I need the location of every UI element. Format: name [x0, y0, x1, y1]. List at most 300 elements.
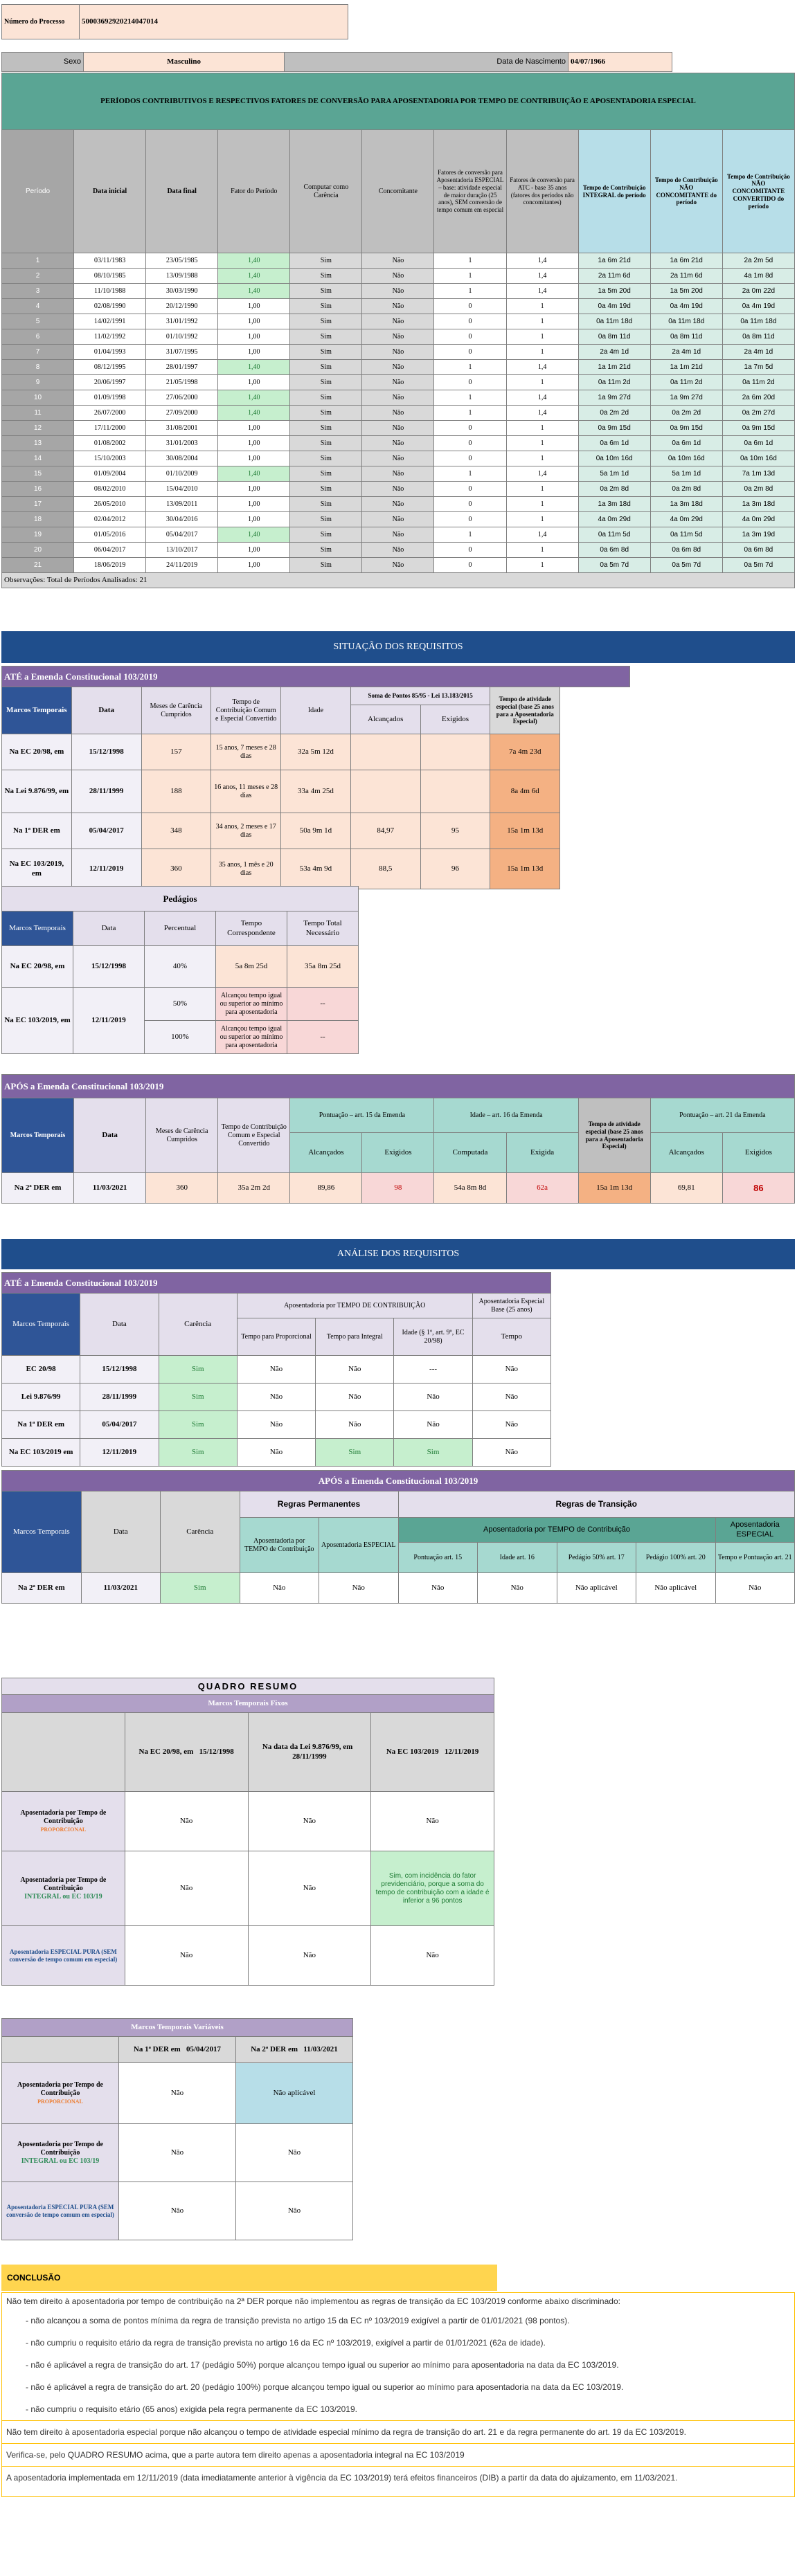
- period-cell: Não: [362, 345, 434, 360]
- period-cell: 0a 4m 19d: [722, 299, 794, 314]
- q-row3-l1: Aposentadoria ESPECIAL PURA (SEM conversão de tempo comum em especial): [2, 1926, 125, 1986]
- period-cell: 0a 2m 27d: [722, 406, 794, 421]
- period-cell: 1a 9m 27d: [650, 390, 722, 406]
- period-cell: 01/09/2004: [74, 466, 146, 482]
- period-cell: 1: [506, 482, 578, 497]
- period-cell: 1: [434, 390, 506, 406]
- period-cell: Não: [362, 451, 434, 466]
- analise-cell: Sim: [316, 1439, 394, 1467]
- period-cell: 31/07/1995: [146, 345, 218, 360]
- period-cell: 0a 10m 16d: [722, 451, 794, 466]
- situacao-cell: 15a 1m 13d: [490, 813, 560, 849]
- pedagios-section: [1, 886, 359, 1054]
- period-cell: 0a 6m 8d: [650, 543, 722, 558]
- period-cell: 7: [2, 345, 74, 360]
- period-row: [2, 497, 795, 512]
- situacao-cell: 32a 5m 12d: [281, 734, 351, 770]
- conclusao-title: CONCLUSÃO: [1, 2265, 497, 2291]
- period-cell: 0a 11m 18d: [578, 314, 650, 329]
- ped-row2-marco: Na EC 103/2019, em: [2, 988, 73, 1054]
- periods-col-5: Concomitante: [362, 130, 434, 253]
- period-cell: 1a 5m 20d: [650, 284, 722, 299]
- qv-row2-l1: Aposentadoria por Tempo de Contribuição: [17, 2140, 103, 2157]
- period-cell: 0: [434, 436, 506, 451]
- period-cell: 12: [2, 421, 74, 436]
- apos-exig16: 62a: [506, 1173, 578, 1204]
- an2-i16: Não: [478, 1573, 557, 1604]
- period-cell: 1: [434, 406, 506, 421]
- an-col-atc: Aposentadoria por TEMPO DE CONTRIBUIÇÃO: [237, 1294, 472, 1318]
- period-cell: 1,00: [218, 436, 290, 451]
- period-cell: 1,40: [218, 269, 290, 284]
- an2-col-atc: Aposentadoria por TEMPO de Contribuição: [240, 1518, 319, 1573]
- period-cell: 1: [506, 421, 578, 436]
- period-cell: 01/05/2016: [74, 527, 146, 543]
- period-row: [2, 284, 795, 299]
- period-cell: 1: [434, 253, 506, 269]
- ped-row2-pct: 50%: [145, 988, 216, 1021]
- period-row: [2, 421, 795, 436]
- period-cell: 1: [506, 497, 578, 512]
- apos-col-alc21: Alcançados: [650, 1133, 722, 1173]
- period-cell: Não: [362, 375, 434, 390]
- ped-col-data: Data: [73, 911, 145, 946]
- apos-col-exi15: Exigidos: [362, 1133, 434, 1173]
- period-cell: Não: [362, 360, 434, 375]
- period-cell: 0a 2m 8d: [650, 482, 722, 497]
- period-cell: 15/10/2003: [74, 451, 146, 466]
- analise-cell: Na EC 103/2019 em: [2, 1439, 80, 1467]
- period-cell: 21: [2, 558, 74, 573]
- period-row: [2, 466, 795, 482]
- period-cell: 0a 11m 2d: [578, 375, 650, 390]
- period-cell: Não: [362, 527, 434, 543]
- period-cell: Sim: [290, 558, 362, 573]
- ped-row3-pct: 100%: [145, 1021, 216, 1054]
- period-cell: 1,4: [506, 406, 578, 421]
- period-cell: 0: [434, 497, 506, 512]
- analise-cell: Sim: [159, 1411, 237, 1439]
- period-cell: Não: [362, 269, 434, 284]
- situacao-cell: 188: [141, 770, 211, 813]
- col-especial: Tempo de atividade especial (base 25 anos para a Aposentadoria Especial): [490, 687, 560, 734]
- quadro-col1-date: 15/12/1998: [199, 1747, 234, 1756]
- conclusao-p1: Não tem direito à aposentadoria por tempo de contribuição na 2ª DER porque não implementou as regras de transição da EC 103/2019 conforme abaixo discriminado:: [6, 2296, 620, 2306]
- apos-col-data: Data: [74, 1098, 146, 1173]
- period-row: [2, 451, 795, 466]
- period-cell: 1: [506, 299, 578, 314]
- analise-cell: Não: [316, 1356, 394, 1384]
- analise-cell: Não: [472, 1356, 550, 1384]
- q-row1-v1: Não: [125, 1792, 248, 1851]
- period-cell: 0a 6m 1d: [650, 436, 722, 451]
- apos-exi15: 98: [362, 1173, 434, 1204]
- quadro-variaveis: Marcos Temporais Variáveis: [2, 2019, 353, 2037]
- period-cell: 11/10/1988: [74, 284, 146, 299]
- qv-col1-date: 05/04/2017: [186, 2044, 222, 2053]
- periods-col-0: Período: [2, 130, 74, 253]
- period-cell: Não: [362, 329, 434, 345]
- period-cell: 1: [506, 436, 578, 451]
- period-cell: Sim: [290, 314, 362, 329]
- apos-col-comp16: Computada: [434, 1133, 506, 1173]
- period-cell: 4a 0m 29d: [578, 512, 650, 527]
- analise-cell: 15/12/1998: [80, 1356, 159, 1384]
- period-cell: 13/09/1988: [146, 269, 218, 284]
- qv-row2-v1: Não: [119, 2124, 236, 2182]
- period-cell: 1a 1m 21d: [578, 360, 650, 375]
- period-cell: 1,00: [218, 421, 290, 436]
- period-cell: 01/08/2002: [74, 436, 146, 451]
- period-cell: 0a 4m 19d: [578, 299, 650, 314]
- analise-cell: Lei 9.876/99: [2, 1384, 80, 1411]
- period-cell: Não: [362, 406, 434, 421]
- period-cell: Sim: [290, 421, 362, 436]
- analise-cell: Não: [237, 1411, 315, 1439]
- apos-col-pont21: Pontuação – art. 21 da Emenda: [650, 1098, 794, 1133]
- period-cell: 26/05/2010: [74, 497, 146, 512]
- conclusao-p4: A aposentadoria implementada em 12/11/2019 (data imediatamente anterior à vigência da EC 103/2019) terá efeitos financeiros (DIB) a partir da data do ajuizamento, em 11/03/2021.: [2, 2466, 794, 2496]
- period-cell: 26/07/2000: [74, 406, 146, 421]
- period-cell: 3: [2, 284, 74, 299]
- periods-col-4: Computar como Carência: [290, 130, 362, 253]
- period-cell: Não: [362, 421, 434, 436]
- period-cell: 1,40: [218, 253, 290, 269]
- period-row: [2, 527, 795, 543]
- period-cell: 20/12/1990: [146, 299, 218, 314]
- q-row2-l1: Aposentadoria por Tempo de Contribuição: [20, 1876, 107, 1892]
- situacao-cell: 88,5: [350, 849, 420, 889]
- situacao-row: [2, 813, 630, 849]
- analise-ate-section: [1, 1272, 551, 1467]
- situacao-cell: 28/11/1999: [71, 770, 141, 813]
- apos-alc15: 89,86: [290, 1173, 362, 1204]
- situacao-cell: Na 1ª DER em: [2, 813, 72, 849]
- q-row1-v3: Não: [371, 1792, 494, 1851]
- period-cell: Sim: [290, 451, 362, 466]
- periods-col-2: Data final: [146, 130, 218, 253]
- period-cell: 1,00: [218, 543, 290, 558]
- periods-col-10: Tempo de Contribuição NÃO CONCOMITANTE CONVERTIDO do período: [722, 130, 794, 253]
- an2-col-p20: Pedágio 100% art. 20: [636, 1543, 716, 1573]
- period-row: [2, 375, 795, 390]
- period-cell: 11/02/1992: [74, 329, 146, 345]
- an-col-integ: Tempo para Integral: [316, 1318, 394, 1356]
- analise-cell: EC 20/98: [2, 1356, 80, 1384]
- period-cell: Não: [362, 390, 434, 406]
- period-cell: 23/05/1985: [146, 253, 218, 269]
- period-cell: Não: [362, 512, 434, 527]
- an2-esp: Não: [319, 1573, 399, 1604]
- q-row2-v1: Não: [125, 1851, 248, 1926]
- situacao-cell: [420, 770, 490, 813]
- periods-section: [1, 73, 795, 588]
- period-row: [2, 512, 795, 527]
- quadro-col3-label: Na EC 103/2019: [386, 1747, 439, 1756]
- period-cell: 0a 6m 1d: [578, 436, 650, 451]
- sex-label: Sexo: [2, 53, 84, 72]
- period-cell: Não: [362, 543, 434, 558]
- analise-cell: Não: [472, 1439, 550, 1467]
- period-cell: 0a 11m 18d: [722, 314, 794, 329]
- situacao-row: [2, 770, 630, 813]
- an2-marco: Na 2ª DER em: [2, 1573, 82, 1604]
- period-cell: 1: [506, 329, 578, 345]
- apos-col-pont15: Pontuação – art. 15 da Emenda: [290, 1098, 434, 1133]
- sex-value: Masculino: [84, 53, 285, 72]
- period-cell: 0a 10m 16d: [578, 451, 650, 466]
- period-cell: 1,4: [506, 527, 578, 543]
- period-cell: 0a 10m 16d: [650, 451, 722, 466]
- process-number-label: Número do Processo: [2, 5, 80, 39]
- col-meses: Meses de Carência Cumpridos: [141, 687, 211, 734]
- period-cell: 7a 1m 13d: [722, 466, 794, 482]
- analise-cell: Não: [237, 1384, 315, 1411]
- period-cell: Sim: [290, 345, 362, 360]
- period-cell: 24/11/2019: [146, 558, 218, 573]
- period-row: [2, 482, 795, 497]
- periods-col-3: Fator do Período: [218, 130, 290, 253]
- qv-row1-v2: Não aplicável: [236, 2063, 353, 2124]
- analise-cell: Sim: [159, 1356, 237, 1384]
- period-cell: 1,00: [218, 345, 290, 360]
- period-cell: 02/08/1990: [74, 299, 146, 314]
- analise-cell: 12/11/2019: [80, 1439, 159, 1467]
- period-cell: 0a 8m 11d: [650, 329, 722, 345]
- apos-col-idade16: Idade – art. 16 da Emenda: [434, 1098, 578, 1133]
- personal-info: [1, 52, 796, 72]
- situacao-ate-title: ATÉ a Emenda Constitucional 103/2019: [2, 666, 630, 687]
- situacao-cell: [420, 734, 490, 770]
- period-row: [2, 253, 795, 269]
- period-cell: 28/01/1997: [146, 360, 218, 375]
- period-cell: 5: [2, 314, 74, 329]
- period-cell: 1,00: [218, 497, 290, 512]
- an2-p17: Não aplicável: [557, 1573, 636, 1604]
- q-row2-v3: Sim, com incidência do fator previdenciário, porque a soma do tempo de contribuição com a idade é inferior a 96 pontos: [371, 1851, 494, 1926]
- situacao-cell: 8a 4m 6d: [490, 770, 560, 813]
- period-cell: 1,4: [506, 360, 578, 375]
- an2-atc: Não: [240, 1573, 319, 1604]
- apos-col-exi21: Exigidos: [722, 1133, 794, 1173]
- period-cell: 1,40: [218, 360, 290, 375]
- quadro-section: [1, 1678, 494, 1986]
- analise-cell: Sim: [394, 1439, 472, 1467]
- period-cell: 0a 6m 8d: [722, 543, 794, 558]
- period-cell: 0: [434, 314, 506, 329]
- an2-data: 11/03/2021: [81, 1573, 161, 1604]
- period-cell: 1a 3m 18d: [650, 497, 722, 512]
- period-cell: 17/11/2000: [74, 421, 146, 436]
- analise-row: [2, 1384, 551, 1411]
- period-cell: 4a 0m 29d: [722, 512, 794, 527]
- period-cell: 1,00: [218, 314, 290, 329]
- period-cell: 08/10/1985: [74, 269, 146, 284]
- periods-col-7: Fatores de conversão para ATC - base 35 anos (fatores dos períodos não concomitantes): [506, 130, 578, 253]
- period-cell: 1,40: [218, 284, 290, 299]
- period-cell: 0: [434, 558, 506, 573]
- period-cell: 1,40: [218, 466, 290, 482]
- analise-cell: 05/04/2017: [80, 1411, 159, 1439]
- period-cell: 0a 2m 2d: [650, 406, 722, 421]
- period-cell: Sim: [290, 360, 362, 375]
- period-cell: 0: [434, 329, 506, 345]
- period-cell: 2a 11m 6d: [650, 269, 722, 284]
- situacao-apos-title: APÓS a Emenda Constitucional 103/2019: [2, 1075, 795, 1098]
- situacao-cell: [350, 770, 420, 813]
- conclusao-item: - não é aplicável a regra de transição do art. 17 (pedágio 50%) porque alcançou tempo igual ou superior ao mínimo para aposentadoria na data da EC 103/2019.: [26, 2360, 619, 2370]
- quadro-col2-date: 28/11/1999: [292, 1752, 327, 1761]
- period-cell: 01/10/2009: [146, 466, 218, 482]
- period-cell: 08/12/1995: [74, 360, 146, 375]
- q-row2-l2: INTEGRAL ou EC 103/19: [24, 1892, 102, 1901]
- apos-col-tempo: Tempo de Contribuição Comum e Especial Convertido: [218, 1098, 290, 1173]
- period-cell: 0: [434, 482, 506, 497]
- period-cell: 19: [2, 527, 74, 543]
- ped-row2-data: 12/11/2019: [73, 988, 145, 1054]
- period-cell: 1: [506, 512, 578, 527]
- period-cell: 1: [506, 543, 578, 558]
- period-cell: Sim: [290, 466, 362, 482]
- qv-row2-v2: Não: [236, 2124, 353, 2182]
- period-row: [2, 558, 795, 573]
- period-cell: 0a 2m 8d: [722, 482, 794, 497]
- ped-row3-tempo: Alcançou tempo igual ou superior ao mínimo para aposentadoria: [216, 1021, 287, 1054]
- period-cell: 1a 3m 19d: [722, 527, 794, 543]
- period-cell: 1: [434, 527, 506, 543]
- analise-cell: Não: [394, 1411, 472, 1439]
- period-cell: 1,00: [218, 512, 290, 527]
- situacao-cell: 50a 9m 1d: [281, 813, 351, 849]
- an-col-idade: Idade (§ 1º, art. 9º, EC 20/98): [394, 1318, 472, 1356]
- analise-cell: Não: [394, 1384, 472, 1411]
- an-col-data: Data: [80, 1294, 159, 1356]
- period-cell: 2a 2m 5d: [722, 253, 794, 269]
- pedagios-title: Pedágios: [2, 887, 359, 911]
- ped-row1-marco: Na EC 20/98, em: [2, 946, 73, 988]
- period-cell: 1,00: [218, 451, 290, 466]
- period-cell: 1,40: [218, 390, 290, 406]
- period-cell: 0a 11m 2d: [650, 375, 722, 390]
- period-row: [2, 406, 795, 421]
- ped-row1-total: 35a 8m 25d: [287, 946, 359, 988]
- apos-col-marcos: Marcos Temporais: [2, 1098, 74, 1173]
- period-cell: Sim: [290, 512, 362, 527]
- period-cell: 0a 11m 2d: [722, 375, 794, 390]
- situacao-cell: 15a 1m 13d: [490, 849, 560, 889]
- analise-cell: Na 1ª DER em: [2, 1411, 80, 1439]
- quadro-title: QUADRO RESUMO: [2, 1678, 494, 1695]
- conclusao-box: [1, 2292, 795, 2497]
- an2-col-i16: Idade art. 16: [478, 1543, 557, 1573]
- situacao-cell: 34 anos, 2 meses e 17 dias: [211, 813, 281, 849]
- period-cell: 18: [2, 512, 74, 527]
- apos-meses: 360: [146, 1173, 218, 1204]
- qv-row1-l2: PROPORCIONAL: [37, 2098, 83, 2105]
- period-cell: 01/10/1992: [146, 329, 218, 345]
- period-row: [2, 314, 795, 329]
- period-cell: 0a 5m 7d: [578, 558, 650, 573]
- conclusao-item: - não alcançou a soma de pontos mínima da regra de transição prevista no artigo 15 da EC nº 103/2019 exigível a partir de 01/01/2021 (98 pontos).: [26, 2316, 570, 2325]
- period-cell: 1a 3m 18d: [722, 497, 794, 512]
- an2-carencia: Sim: [161, 1573, 240, 1604]
- period-cell: 03/11/1983: [74, 253, 146, 269]
- period-cell: Não: [362, 558, 434, 573]
- period-cell: 01/09/1998: [74, 390, 146, 406]
- period-cell: 5a 1m 1d: [578, 466, 650, 482]
- period-cell: 1: [434, 466, 506, 482]
- period-cell: 13/10/2017: [146, 543, 218, 558]
- ped-row1-pct: 40%: [145, 946, 216, 988]
- period-cell: 1,4: [506, 284, 578, 299]
- an2-col-esp: Aposentadoria ESPECIAL: [319, 1518, 399, 1573]
- period-cell: Sim: [290, 284, 362, 299]
- apos-col-alc15: Alcançados: [290, 1133, 362, 1173]
- period-cell: 0: [434, 451, 506, 466]
- period-cell: 1,00: [218, 375, 290, 390]
- period-cell: 0a 4m 19d: [650, 299, 722, 314]
- period-row: [2, 329, 795, 345]
- period-cell: 4a 0m 29d: [650, 512, 722, 527]
- period-cell: Sim: [290, 436, 362, 451]
- ped-col-pct: Percentual: [145, 911, 216, 946]
- periods-obs: Observações: Total de Períodos Analisados: 21: [2, 573, 795, 588]
- col-marcos: Marcos Temporais: [2, 687, 72, 734]
- period-cell: Sim: [290, 299, 362, 314]
- period-cell: 0a 11m 5d: [650, 527, 722, 543]
- period-cell: 0a 6m 1d: [722, 436, 794, 451]
- an-col-carencia: Carência: [159, 1294, 237, 1356]
- conclusao-item: - não cumpriu o requisito etário da regra de transição prevista no artigo 16 da EC nº 103/2019, exigível a partir de 01/01/2021 (62a de idade).: [26, 2338, 546, 2348]
- an2-p15: Não: [398, 1573, 478, 1604]
- period-cell: Sim: [290, 253, 362, 269]
- an-col-prop: Tempo para Proporcional: [237, 1318, 315, 1356]
- period-cell: Sim: [290, 269, 362, 284]
- period-cell: 0a 5m 7d: [722, 558, 794, 573]
- period-cell: 1: [434, 269, 506, 284]
- situacao-cell: 348: [141, 813, 211, 849]
- ped-row2-tempo: Alcançou tempo igual ou superior ao mínimo para aposentadoria: [216, 988, 287, 1021]
- situacao-cell: 15 anos, 7 meses e 28 dias: [211, 734, 281, 770]
- period-cell: 1a 5m 20d: [578, 284, 650, 299]
- situacao-cell: 35 anos, 1 mês e 20 dias: [211, 849, 281, 889]
- q-row1-l2: PROPORCIONAL: [40, 1826, 87, 1833]
- period-row: [2, 269, 795, 284]
- period-cell: 0: [434, 299, 506, 314]
- col-tempo: Tempo de Contribuição Comum e Especial Convertido: [211, 687, 281, 734]
- period-cell: 05/04/2017: [146, 527, 218, 543]
- situacao-cell: Na Lei 9.876/99, em: [2, 770, 72, 813]
- period-cell: 1,4: [506, 390, 578, 406]
- period-cell: 30/03/1990: [146, 284, 218, 299]
- situacao-cell: 95: [420, 813, 490, 849]
- period-cell: 18/06/2019: [74, 558, 146, 573]
- qv-row1-v1: Não: [119, 2063, 236, 2124]
- period-cell: 0: [434, 375, 506, 390]
- an2-col-marcos: Marcos Temporais: [2, 1491, 82, 1573]
- ped-row3-total: --: [287, 1021, 359, 1054]
- period-cell: 15/04/2010: [146, 482, 218, 497]
- period-cell: 31/08/2001: [146, 421, 218, 436]
- period-cell: 8: [2, 360, 74, 375]
- apos-comp16: 54a 8m 8d: [434, 1173, 506, 1204]
- period-cell: 2a 4m 1d: [650, 345, 722, 360]
- variaveis-section: [1, 2018, 353, 2240]
- period-cell: 02/04/2012: [74, 512, 146, 527]
- an-col-tempo: Tempo: [472, 1318, 550, 1356]
- qv-col2-date: 11/03/2021: [303, 2044, 338, 2053]
- situacao-ate-section: [1, 666, 630, 889]
